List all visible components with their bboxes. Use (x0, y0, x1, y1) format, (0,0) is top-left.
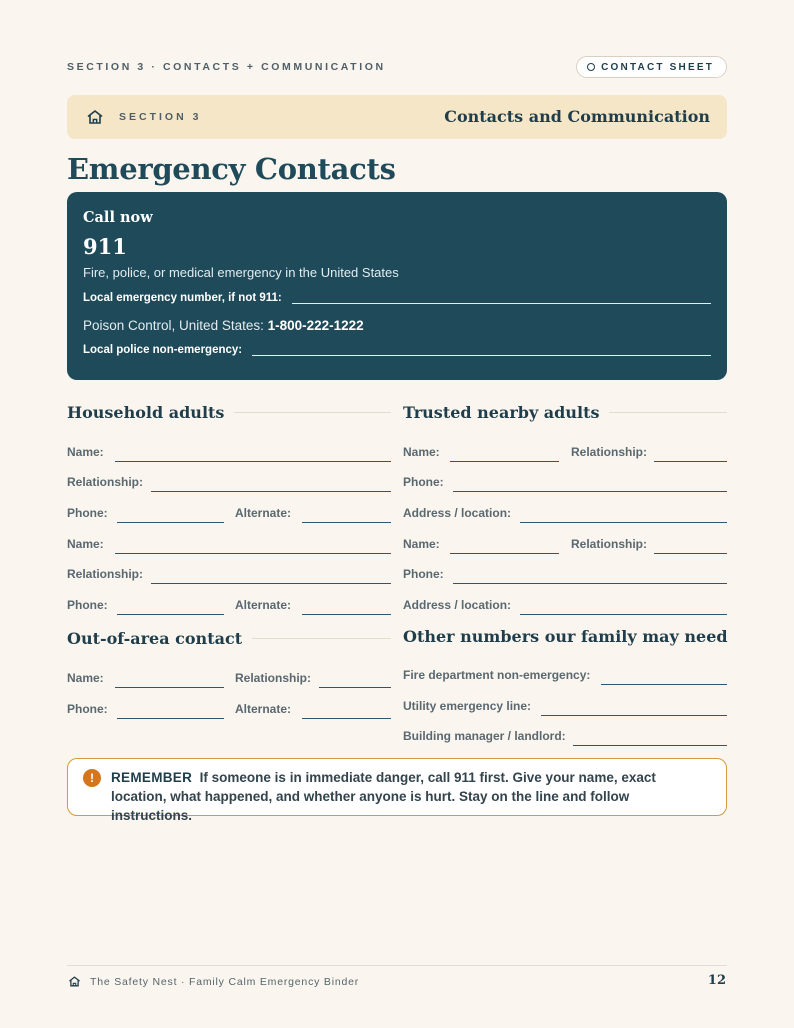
household-2-name-row (67, 534, 391, 554)
building-manager-row (403, 726, 727, 746)
household-2-name-field[interactable] (115, 536, 391, 554)
household-1-phone-field[interactable] (117, 505, 224, 523)
household-1-name-row (67, 442, 391, 462)
household-1-relationship-row (67, 472, 391, 492)
other-numbers-header (403, 627, 727, 646)
page-number: 12 (707, 973, 726, 988)
phone-label: Phone: (67, 598, 108, 612)
out-of-area-title: Out-of-area contact (67, 629, 243, 648)
out-of-area-alternate-field[interactable] (302, 701, 391, 719)
phone-label: Phone: (67, 702, 108, 716)
trusted-2-relationship-row (571, 534, 727, 554)
remember-text (111, 768, 706, 825)
household-1-relationship-field[interactable] (151, 474, 391, 492)
utility-emergency-label: Utility emergency line: (403, 699, 532, 713)
out-of-area-name-row (67, 668, 224, 688)
emergency-description: Fire, police, or medical emergency in the United States (83, 265, 399, 280)
fire-department-field[interactable] (601, 667, 727, 685)
poison-control-label: Poison Control, United States: (83, 318, 268, 333)
relationship-label: Relationship: (67, 475, 144, 489)
phone-label: Phone: (403, 567, 444, 581)
household-2-phone-row (67, 595, 224, 615)
out-of-area-phone-field[interactable] (117, 701, 224, 719)
trusted-1-phone-row (403, 472, 727, 492)
relationship-label: Relationship: (235, 671, 312, 685)
household-2-phone-field[interactable] (117, 597, 224, 615)
local-police-label: Local police non-emergency: (83, 344, 243, 356)
trusted-2-name-field[interactable] (450, 536, 559, 554)
trusted-1-phone-field[interactable] (453, 474, 727, 492)
divider (234, 412, 391, 413)
out-of-area-relationship-field[interactable] (319, 670, 391, 688)
trusted-1-address-field[interactable] (520, 505, 727, 523)
poison-control-number: 1-800-222-1222 (267, 318, 364, 333)
divider (609, 412, 727, 413)
out-of-area-name-field[interactable] (115, 670, 224, 688)
household-2-relationship-field[interactable] (151, 566, 391, 584)
trusted-1-name-row (403, 442, 559, 462)
trusted-1-address-row (403, 503, 727, 523)
remember-tag: REMEMBER (111, 770, 193, 785)
emergency-number: 911 (83, 234, 127, 259)
contact-sheet-badge (576, 56, 727, 78)
section-banner (67, 95, 727, 139)
exclamation-icon: ! (83, 769, 101, 787)
name-label: Name: (67, 445, 104, 459)
other-numbers-title: Other numbers our family may need (403, 627, 728, 646)
alternate-label: Alternate: (235, 598, 292, 612)
name-label: Name: (67, 537, 104, 551)
out-of-area-relationship-row (235, 668, 391, 688)
trusted-2-address-field[interactable] (520, 597, 727, 615)
household-1-alternate-field[interactable] (302, 505, 391, 523)
local-police-field[interactable] (252, 342, 711, 356)
house-icon (86, 108, 104, 126)
relationship-label: Relationship: (67, 567, 144, 581)
household-2-relationship-row (67, 564, 391, 584)
relationship-label: Relationship: (571, 537, 648, 551)
out-of-area-header (67, 629, 391, 648)
alternate-label: Alternate: (235, 702, 292, 716)
circle-icon (587, 63, 595, 71)
footer-divider (67, 965, 727, 966)
relationship-label: Relationship: (571, 445, 648, 459)
contact-sheet-label: CONTACT SHEET (601, 61, 714, 73)
banner-title: Contacts and Communication (444, 107, 710, 126)
trusted-2-address-row (403, 595, 727, 615)
household-1-phone-row (67, 503, 224, 523)
footer-text: The Safety Nest · Family Calm Emergency Binder (90, 976, 360, 988)
building-manager-label: Building manager / landlord: (403, 729, 566, 743)
address-label: Address / location: (403, 506, 512, 520)
name-label: Name: (403, 537, 440, 551)
utility-emergency-field[interactable] (541, 698, 727, 716)
trusted-2-phone-row (403, 564, 727, 584)
remember-message: If someone is in immediate danger, call 911 first. Give your name, exact location, what happened, and whether anyone is hurt. Stay on the line and follow instructions. (111, 770, 656, 823)
address-label: Address / location: (403, 598, 512, 612)
banner-section-label: SECTION 3 (119, 111, 202, 123)
trusted-1-relationship-field[interactable] (654, 444, 727, 462)
name-label: Name: (67, 671, 104, 685)
trusted-2-phone-field[interactable] (453, 566, 727, 584)
call-now-heading: Call now (83, 209, 153, 226)
trusted-2-relationship-field[interactable] (654, 536, 727, 554)
household-1-name-field[interactable] (115, 444, 391, 462)
trusted-1-relationship-row (571, 442, 727, 462)
trusted-adults-title: Trusted nearby adults (403, 403, 600, 422)
local-emergency-row (83, 290, 711, 304)
page-title: Emergency Contacts (67, 152, 396, 186)
local-emergency-field[interactable] (292, 290, 711, 304)
trusted-1-name-field[interactable] (450, 444, 559, 462)
phone-label: Phone: (67, 506, 108, 520)
household-2-alternate-row (235, 595, 391, 615)
building-manager-field[interactable] (573, 728, 727, 746)
fire-department-row (403, 665, 727, 685)
utility-emergency-row (403, 696, 727, 716)
divider (252, 638, 391, 639)
fire-department-label: Fire department non-emergency: (403, 668, 591, 682)
household-2-alternate-field[interactable] (302, 597, 391, 615)
household-adults-header (67, 403, 391, 422)
trusted-adults-header (403, 403, 727, 422)
house-icon (68, 975, 81, 988)
name-label: Name: (403, 445, 440, 459)
alternate-label: Alternate: (235, 506, 292, 520)
out-of-area-phone-row (67, 699, 224, 719)
remember-callout (67, 758, 727, 823)
header-bar (67, 56, 727, 78)
section-kicker: SECTION 3 · CONTACTS + COMMUNICATION (67, 61, 386, 73)
poison-control-line (83, 318, 364, 333)
local-police-row (83, 342, 711, 356)
household-adults-title: Household adults (67, 403, 225, 422)
local-emergency-label: Local emergency number, if not 911: (83, 292, 282, 304)
phone-label: Phone: (403, 475, 444, 489)
trusted-2-name-row (403, 534, 559, 554)
call-now-card (67, 192, 727, 380)
out-of-area-alternate-row (235, 699, 391, 719)
household-1-alternate-row (235, 503, 391, 523)
